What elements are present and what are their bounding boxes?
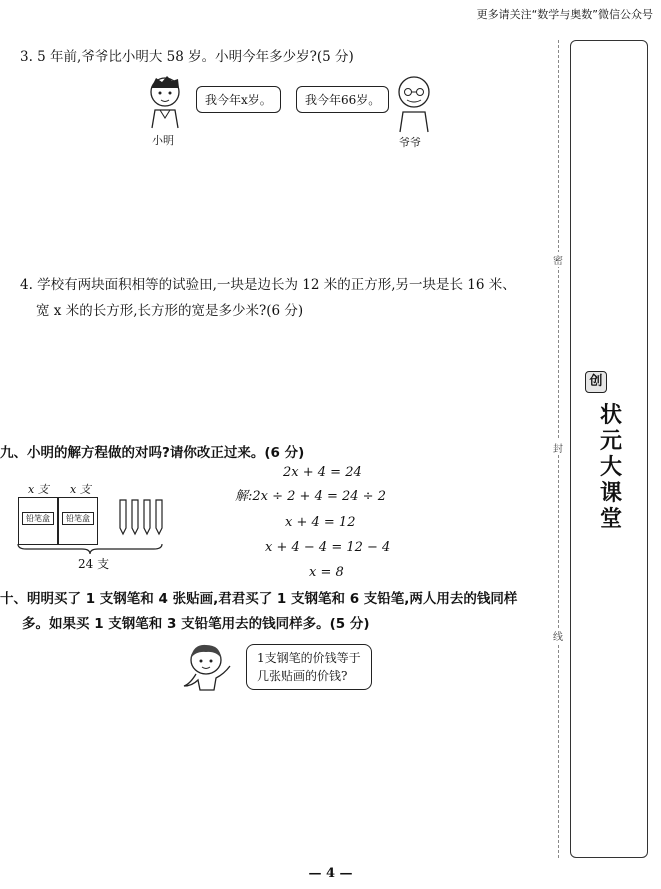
boy-illustration xyxy=(140,70,190,130)
sidebar-panel xyxy=(570,40,648,858)
question-4-line1: 4. 学校有两块面积相等的试验田,一块是边长为 12 米的正方形,另一块是长 16 米、 xyxy=(20,277,516,293)
equation-line-5: x = 8 xyxy=(309,565,344,580)
pencil-box-2 xyxy=(58,497,98,545)
equation-line-2: 解:2x ÷ 2 + 4 = 24 ÷ 2 xyxy=(235,489,386,504)
total-brace xyxy=(16,542,164,556)
girl-bubble-line1: 1支钢笔的价钱等于 xyxy=(257,651,361,665)
question-4-line2: 宽 x 米的长方形,长方形的宽是多少米?(6 分) xyxy=(36,303,304,319)
logo-badge: 创 xyxy=(585,371,607,393)
margin-mark-1: 密 xyxy=(553,252,563,267)
pencil-box-2-label: 铅笔盒 xyxy=(62,512,94,525)
boy-name: 小明 xyxy=(152,134,174,147)
pencil-box-1 xyxy=(18,497,58,545)
question-10-line1: 十、明明买了 1 支钢笔和 4 张贴画,君君买了 1 支钢笔和 6 支铅笔,两人用去的钱同样 xyxy=(0,591,518,607)
girl-bubble-line2: 几张贴画的价钱? xyxy=(257,669,348,683)
grandpa-speech-bubble: 我今年66岁。 xyxy=(296,86,389,113)
equation-line-3: x + 4 = 12 xyxy=(285,515,356,530)
margin-mark-3: 线 xyxy=(553,628,563,643)
question-3-text: 3. 5 年前,爷爷比小明大 58 岁。小明今年多少岁?(5 分) xyxy=(20,49,354,65)
question-9-title: 九、小明的解方程做的对吗?请你改正过来。(6 分) xyxy=(0,445,305,461)
question-10-line2: 多。如果买 1 支钢笔和 3 支铅笔用去的钱同样多。(5 分) xyxy=(22,616,370,632)
equation-line-1: 2x + 4 = 24 xyxy=(283,465,362,480)
grandpa-illustration xyxy=(388,70,440,134)
total-label: 24 支 xyxy=(78,557,110,571)
girl-speech-bubble xyxy=(246,644,372,690)
girl-illustration xyxy=(178,640,240,692)
logo-text: 状元大课堂 xyxy=(599,403,622,532)
equation-line-4: x + 4 − 4 = 12 − 4 xyxy=(265,540,391,555)
pencil-box-1-label: 铅笔盒 xyxy=(22,512,54,525)
box2-count: x 支 xyxy=(70,483,91,496)
box1-count: x 支 xyxy=(28,483,49,496)
boy-speech-bubble: 我今年x岁。 xyxy=(196,86,281,113)
grandpa-name: 爷爷 xyxy=(399,136,421,149)
page-header: 更多请关注“数学与奥数”微信公众号 xyxy=(476,8,653,21)
equation-solution xyxy=(235,462,435,582)
page-number: — 4 — xyxy=(308,866,353,881)
margin-mark-2: 封 xyxy=(553,440,563,455)
pencils-illustration xyxy=(112,494,164,536)
